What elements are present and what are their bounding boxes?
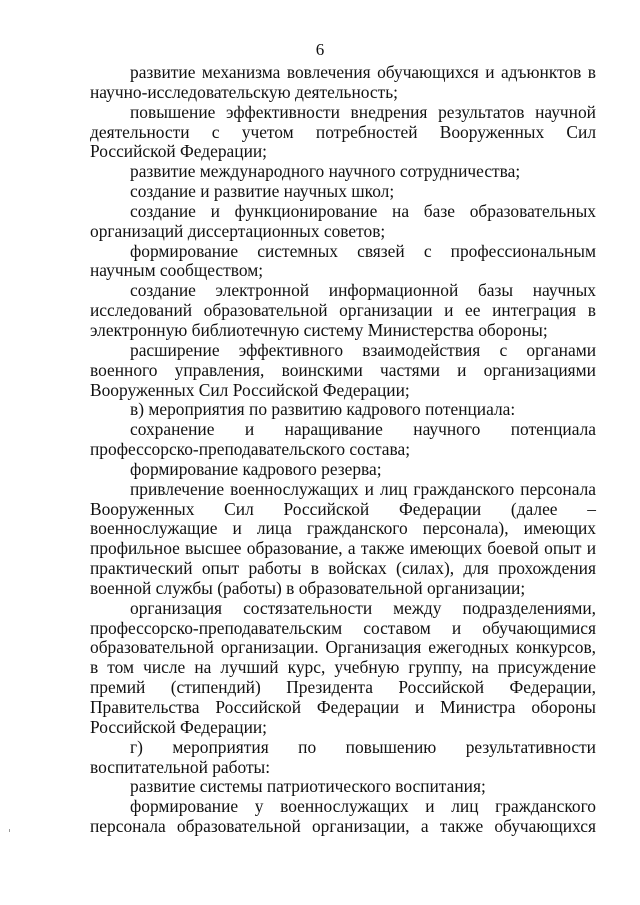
paragraph: создание и функционирование на базе образовательных организаций диссертационных советов; <box>90 200 596 241</box>
paragraph: привлечение военнослужащих и лиц гражданского персонала Вооруженных Сил Российской Федерации (далее – военнослужащие и лица гражданского персонала), имеющих профильное высшее образование, а также имеющих боевой опыт и практический опыт работы в войсках (силах), для прохождения военной службы (работы) в образовательной организации; <box>90 478 596 598</box>
paragraph: организация состязательности между подразделениями, профессорско-преподавательским составом и обучающимися образовательной организации. Организация ежегодных конкурсов, в том числе на лучший курс, учебную группу, на присуждение премий (стипендий) Президента Российской Федерации, Правительства Российской Федерации и Министра обороны Российской Федерации; <box>90 597 596 737</box>
document-body <box>90 63 596 837</box>
paragraph: создание электронной информационной базы научных исследований образовательной организации и ее интеграция в электронную библиотечную систему Министерства обороны; <box>90 280 596 340</box>
paragraph: развитие международного научного сотрудничества; <box>130 161 521 182</box>
page-number: 6 <box>315 40 325 59</box>
paragraph: расширение эффективного взаимодействия с органами военного управления, воинскими частями и организациями Вооруженных Сил Российской Федерации; <box>90 339 596 400</box>
paragraph: развитие механизма вовлечения обучающихся и адъюнктов в научно-исследовательскую деятельность; <box>90 62 596 102</box>
paragraph: формирование у военнослужащих и лиц гражданского персонала образовательной организации, а также обучающихся <box>90 796 596 837</box>
paragraph: г) мероприятия по повышению результативности воспитательной работы: <box>90 736 596 777</box>
paragraph: формирование системных связей с профессиональным научным сообществом; <box>90 240 596 281</box>
paragraph: повышение эффективности внедрения результатов научной деятельности с учетом потребностей Вооруженных Сил Российской Федерации; <box>90 101 596 162</box>
paragraph: развитие системы патриотического воспитания; <box>130 776 486 797</box>
paragraph: в) мероприятия по развитию кадрового потенциала: <box>130 399 516 420</box>
scan-mark <box>9 829 10 832</box>
paragraph: сохранение и наращивание научного потенциала профессорско-преподавательского состава; <box>90 419 596 460</box>
paragraph: формирование кадрового резерва; <box>130 458 382 479</box>
paragraph: создание и развитие научных школ; <box>130 181 395 202</box>
